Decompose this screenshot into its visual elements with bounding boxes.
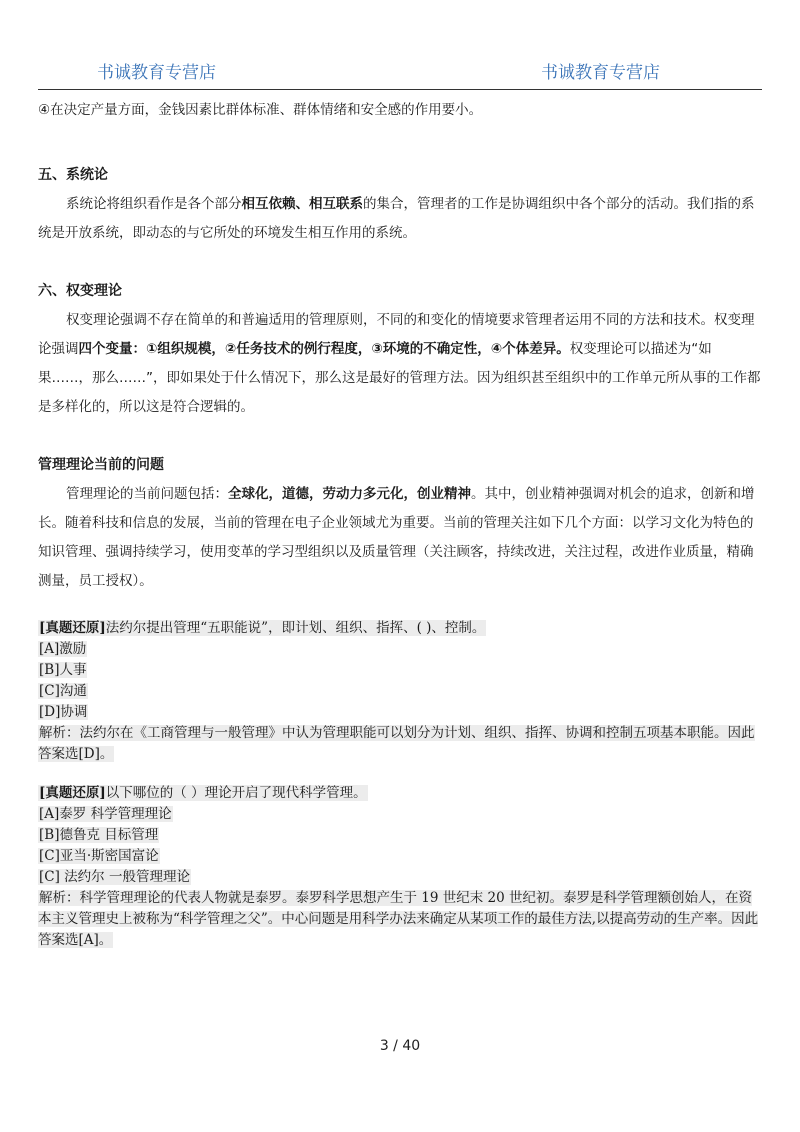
quiz-question bbox=[38, 783, 762, 804]
store-name-left: 书诚教育专营店 bbox=[97, 63, 216, 83]
section-paragraph-current-issues bbox=[38, 480, 762, 596]
quiz-option-text: [C] 法约尔 一般管理理论 bbox=[39, 869, 190, 885]
quiz-tag: [真题还原] bbox=[39, 785, 106, 801]
quiz-option-text: [B]人事 bbox=[39, 662, 87, 678]
quiz-block-2 bbox=[38, 783, 762, 951]
quiz-analysis bbox=[38, 888, 762, 951]
text-run: 。其中，创业精神强调对机会的追求，创新和增长。随着科技和信息的发展，当前的管理在电子企业领域尤为重要。当前的管理关注如下几个方面：以学习文化为特色的知识管理、强调持续学习，使用变革的学习型组织以及质量管理（关注顾客，持续改进，关注过程，改进作业质量，精确测量，员工授权）。 bbox=[38, 486, 755, 589]
quiz-question-text: 法约尔提出管理“五职能说”，即计划、组织、指挥、( )、控制。 bbox=[105, 620, 486, 636]
quiz-analysis bbox=[38, 723, 762, 765]
section-title-contingency: 六、权变理论 bbox=[38, 283, 122, 299]
text-run: 的集合，管理者的工作是协调组织中各个部分的活动。我们指的系统是开放系统，即动态的与它所处的环境发生相互作用的系统。 bbox=[38, 196, 755, 241]
document-body bbox=[38, 96, 762, 951]
quiz-option bbox=[38, 867, 762, 888]
text-run: 权变理论可以描述为“如果……，那么……”，即如果处于什么情况下，那么这是最好的管理方法。因为组织甚至组织中的工作单元所从事的工作都是多样化的，所以这是符合逻辑的。 bbox=[38, 341, 761, 415]
page-header bbox=[0, 0, 800, 92]
quiz-option-text: [A]泰罗 科学管理理论 bbox=[39, 806, 172, 822]
quiz-question-text: 以下哪位的（ ）理论开启了现代科学管理。 bbox=[105, 785, 367, 801]
section-paragraph-systems bbox=[38, 190, 762, 248]
header-divider bbox=[38, 89, 762, 90]
quiz-option bbox=[38, 846, 762, 867]
bold-run: 四个变量：①组织规模，②任务技术的例行程度，③环境的不确定性，④个体差异。 bbox=[78, 341, 570, 357]
intro-line: ④在决定产量方面，金钱因素比群体标准、群体情绪和安全感的作用要小。 bbox=[38, 102, 483, 118]
quiz-option bbox=[38, 825, 762, 846]
section-title-current-issues: 管理理论当前的问题 bbox=[38, 457, 164, 473]
section-paragraph-contingency bbox=[38, 306, 762, 422]
quiz-option bbox=[38, 639, 762, 660]
quiz-option-text: [A]激励 bbox=[39, 641, 87, 657]
bold-run: 相互依赖、相互联系 bbox=[241, 196, 363, 212]
quiz-analysis-text: 解析：法约尔在《工商管理与一般管理》中认为管理职能可以划分为计划、组织、指挥、协调和控制五项基本职能。因此答案选[D]。 bbox=[38, 725, 755, 762]
store-name-right: 书诚教育专营店 bbox=[541, 63, 660, 83]
quiz-option bbox=[38, 702, 762, 723]
quiz-option-text: [C]沟通 bbox=[39, 683, 87, 699]
text-run: 管理理论的当前问题包括： bbox=[66, 486, 228, 502]
quiz-tag: [真题还原] bbox=[39, 620, 106, 636]
bold-run: 全球化，道德，劳动力多元化，创业精神 bbox=[228, 486, 471, 502]
quiz-question bbox=[38, 618, 762, 639]
quiz-option bbox=[38, 660, 762, 681]
quiz-option bbox=[38, 681, 762, 702]
quiz-option-text: [B]德鲁克 目标管理 bbox=[39, 827, 159, 843]
text-run: 权变理论强调不存在简单的和普遍适用的管理原则，不同的和变化的情境要求管理者运用不同的方法和技术。权变理论强调 bbox=[38, 312, 755, 357]
quiz-option bbox=[38, 804, 762, 825]
quiz-block-1 bbox=[38, 618, 762, 765]
quiz-analysis-text: 解析：科学管理理论的代表人物就是泰罗。泰罗科学思想产生于 19 世纪末 20 世纪初。泰罗是科学管理额创始人，在资本主义管理史上被称为“科学管理之父”。中心问题是用科学办法来确定从某项工作的最佳方法,以提高劳动的生产率。因此答案选[A]。 bbox=[38, 890, 759, 948]
section-title-systems: 五、系统论 bbox=[38, 167, 108, 183]
page-indicator: 3 / 40 bbox=[379, 1038, 421, 1054]
quiz-option-text: [C]亚当·斯密国富论 bbox=[39, 848, 159, 864]
quiz-option-text: [D]协调 bbox=[39, 704, 88, 720]
text-run: 系统论将组织看作是各个部分 bbox=[66, 196, 242, 212]
